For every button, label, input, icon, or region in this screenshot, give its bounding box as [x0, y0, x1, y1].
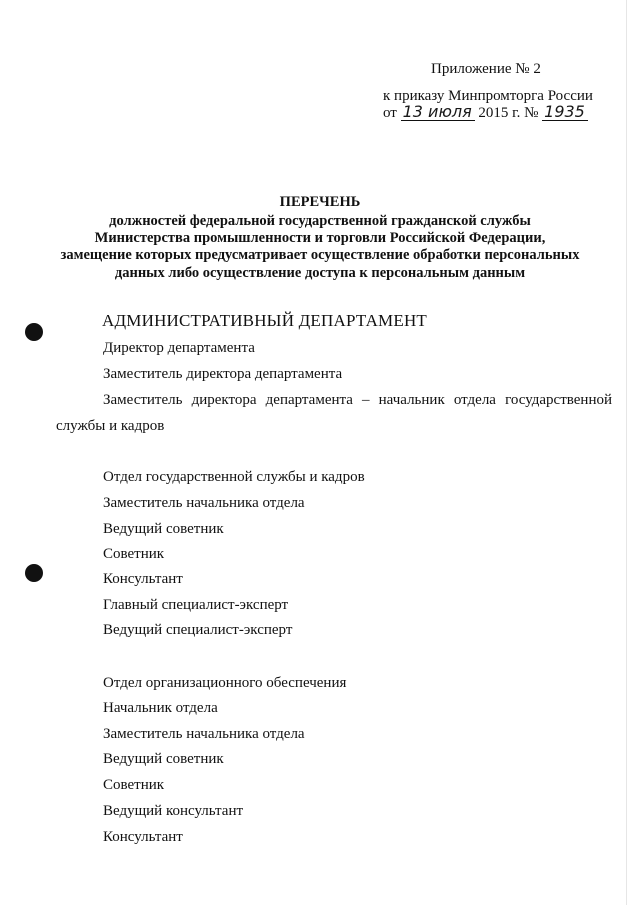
position-item: Консультант [103, 571, 183, 587]
title-line-4: замещение которых предусматривает осуществление обработки персональных [60, 247, 580, 263]
word: департамента [265, 392, 353, 408]
handwritten-date: 13 июля [401, 104, 475, 121]
year-number-label: 2015 г. № [478, 105, 539, 121]
appendix-label: Приложение № 2 [431, 61, 541, 77]
position-item: Заместитель начальника отдела [103, 495, 305, 511]
word: директора [191, 392, 257, 408]
word: государственной [505, 392, 612, 408]
handwritten-number: 1935 [542, 104, 588, 121]
position-item: Начальник отдела [103, 700, 218, 716]
punch-hole [25, 323, 43, 341]
word: Заместитель [103, 392, 183, 408]
word: – [362, 392, 370, 408]
position-item: Советник [103, 777, 165, 793]
word: начальник [378, 392, 445, 408]
department-heading: АДМИНИСТРАТИВНЫЙ ДЕПАРТАМЕНТ [102, 311, 428, 330]
title-line-5: данных либо осуществление доступа к персональным данным [114, 265, 526, 281]
section-heading: Отдел государственной службы и кадров [103, 469, 365, 485]
position-item: Заместитель директора департамента [103, 366, 343, 382]
order-reference: к приказу Минпромторга России [383, 88, 593, 104]
title-line-2: должностей федеральной государственной гражданской службы [109, 213, 531, 229]
position-item: Консультант [103, 829, 183, 845]
position-item-continuation: службы и кадров [56, 418, 165, 434]
position-item: Ведущий советник [103, 521, 224, 537]
position-item: Ведущий консультант [103, 803, 244, 819]
position-item: Директор департамента [103, 340, 255, 356]
position-item: Главный специалист-эксперт [103, 597, 289, 613]
position-item-wrapped [103, 392, 612, 409]
position-item: Ведущий специалист-эксперт [103, 622, 293, 638]
document-title: ПЕРЕЧЕНЬ [279, 194, 361, 210]
position-item: Заместитель начальника отдела [103, 726, 305, 742]
scan-edge [626, 0, 627, 905]
order-date-line [383, 104, 588, 122]
position-item: Ведущий советник [103, 751, 224, 767]
section-heading: Отдел организационного обеспечения [103, 675, 347, 691]
position-item: Советник [103, 546, 165, 562]
punch-hole [25, 564, 43, 582]
date-prefix: от [383, 105, 397, 121]
title-line-3: Министерства промышленности и торговли Российской Федерации, [94, 230, 546, 246]
word: отдела [453, 392, 496, 408]
